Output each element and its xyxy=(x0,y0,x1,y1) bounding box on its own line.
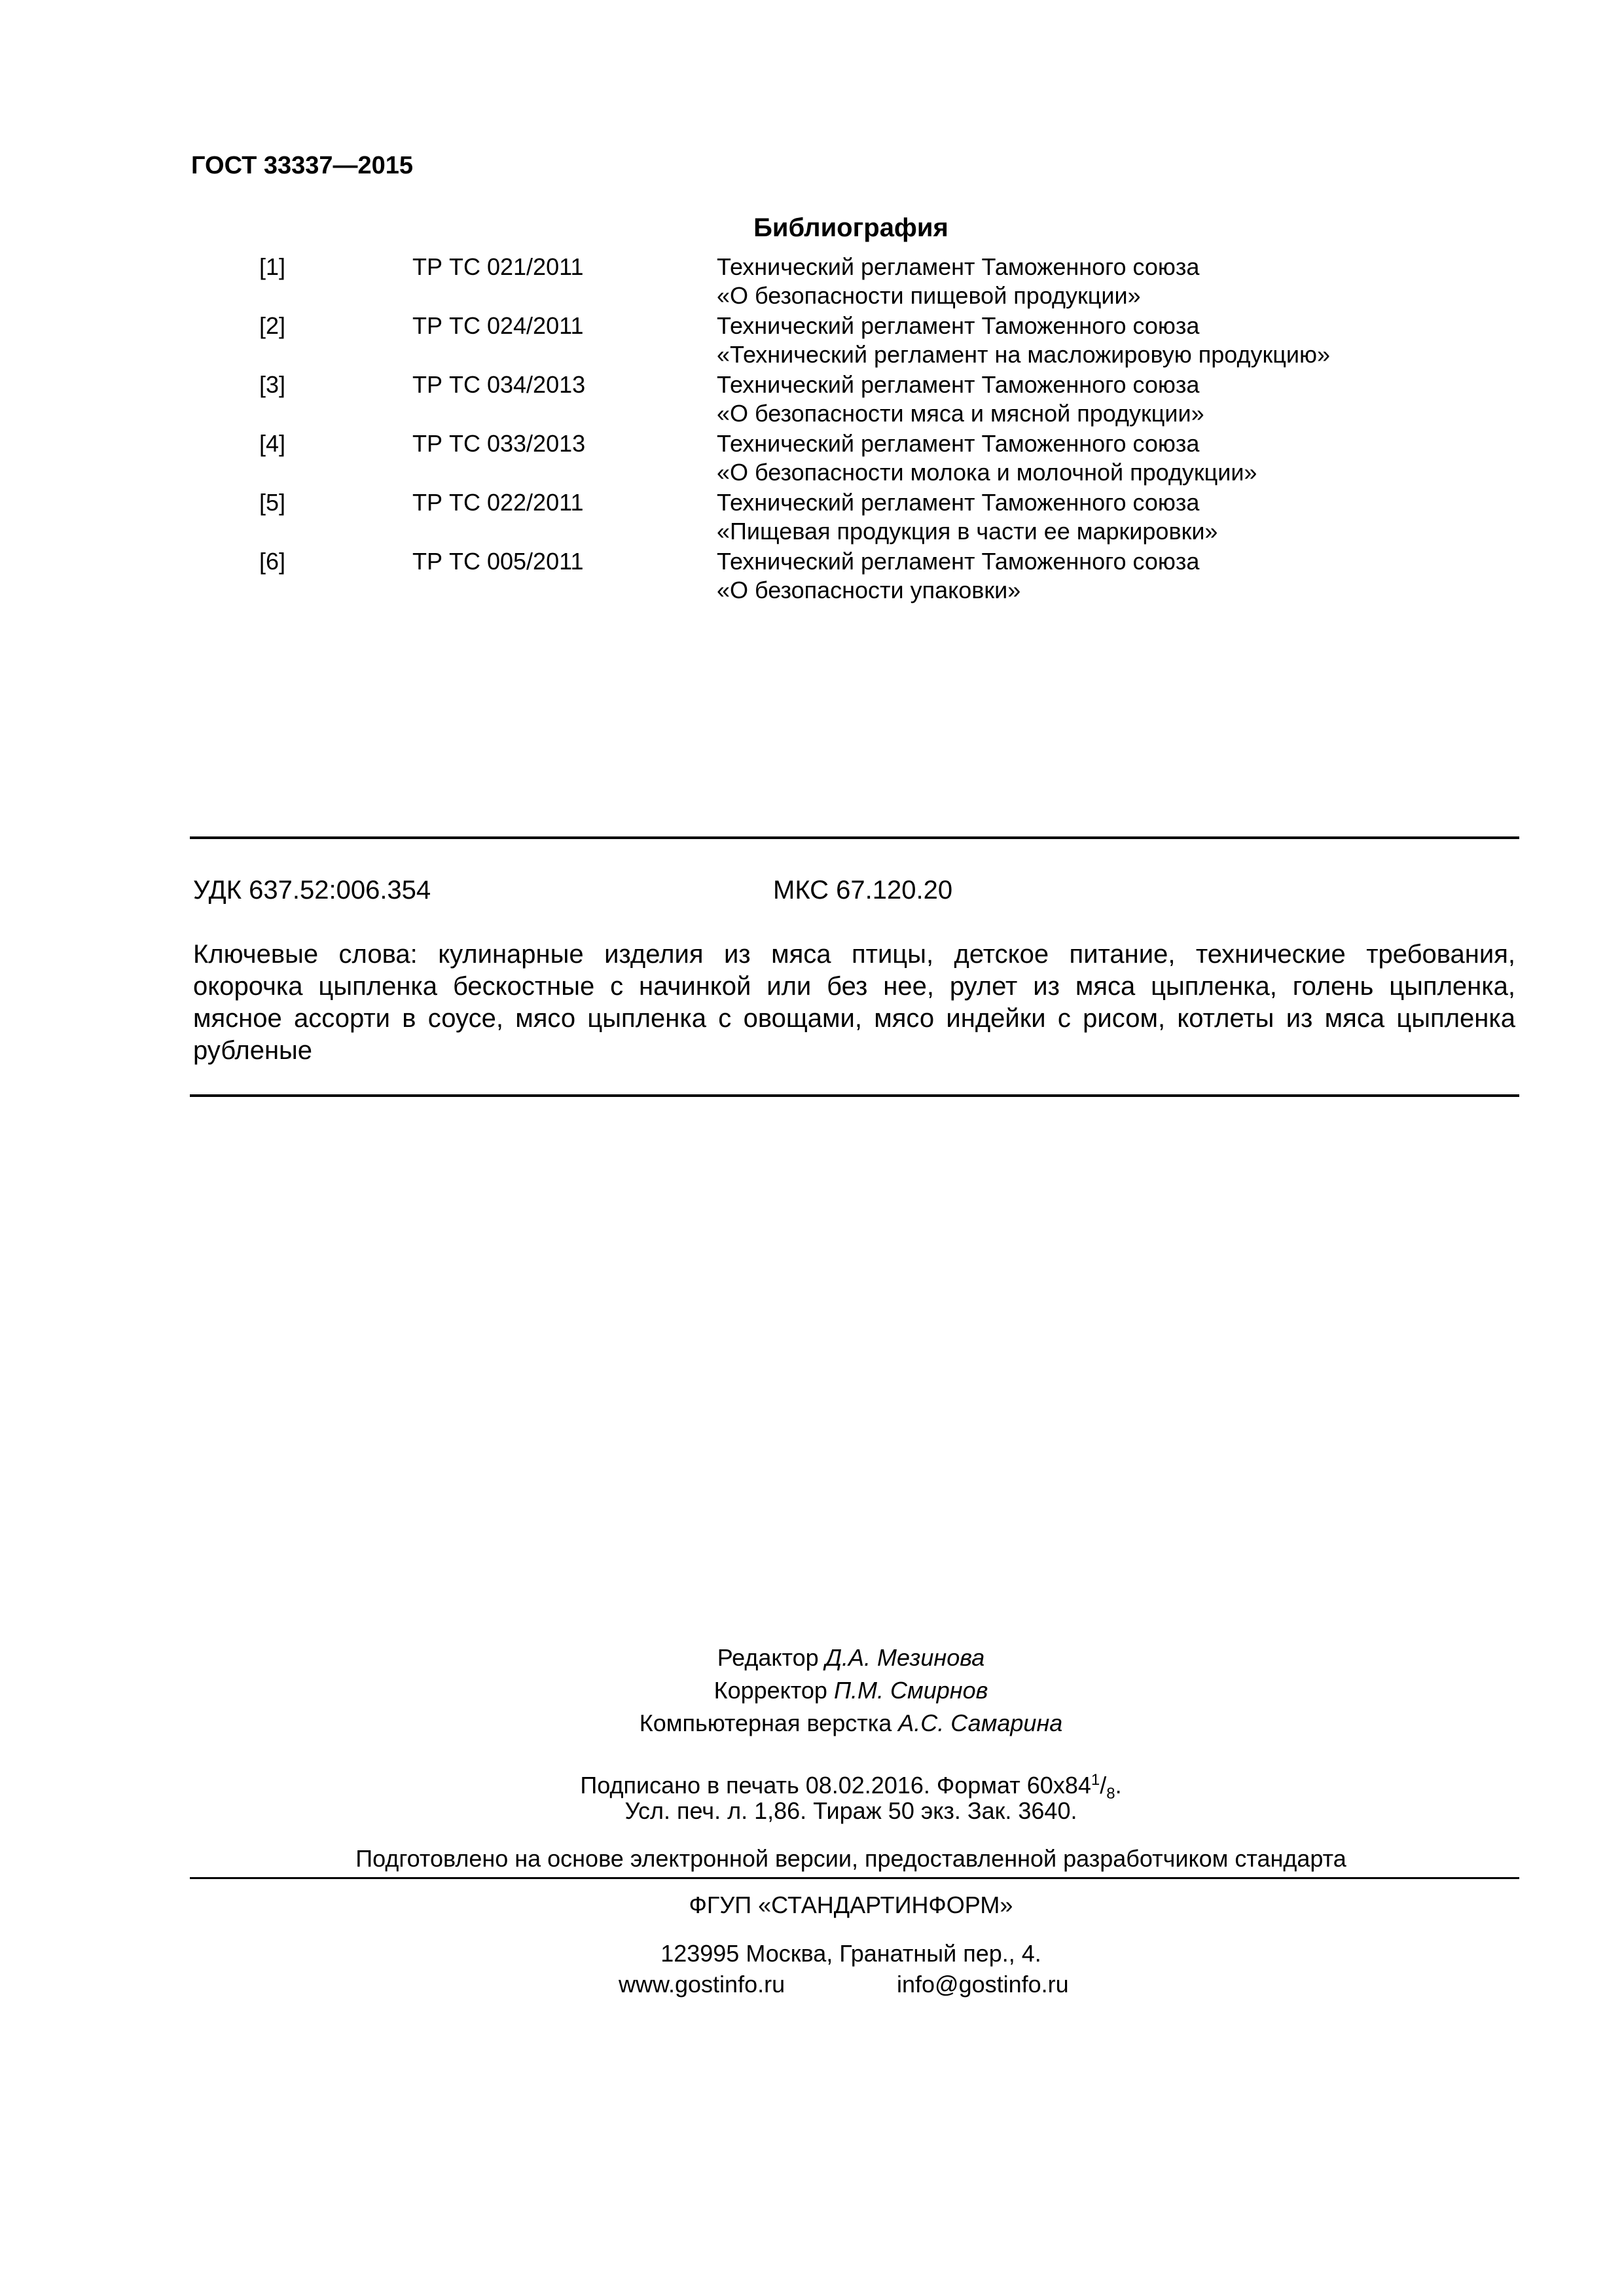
publisher-address: 123995 Москва, Гранатный пер., 4. xyxy=(660,1940,1041,1967)
keywords-paragraph xyxy=(193,939,1515,1067)
bibliography-list xyxy=(0,253,1624,606)
entry-description-title: «О безопасности упаковки» xyxy=(717,577,1021,603)
keywords-line: рубленые xyxy=(193,1036,313,1065)
mks-code: МКС 67.120.20 xyxy=(773,876,953,905)
entry-description-title: «О безопасности пищевой продукции» xyxy=(717,282,1141,309)
entry-description xyxy=(717,370,1204,428)
entry-description xyxy=(717,253,1199,310)
entry-description-line: Технический регламент Таможенного союза xyxy=(717,548,1200,575)
document-header: ГОСТ 33337—2015 xyxy=(191,152,414,179)
entry-description-line: Технический регламент Таможенного союза xyxy=(717,312,1200,339)
entry-code: ТР ТС 034/2013 xyxy=(412,371,586,398)
signed-text: Подписано в печать 08.02.2016. Формат 60x84 xyxy=(580,1772,1091,1799)
entry-description xyxy=(717,547,1199,605)
bibliography-entry xyxy=(0,312,1624,370)
corrector-label: Корректор xyxy=(713,1677,834,1704)
entry-description-line: Технический регламент Таможенного союза xyxy=(717,371,1200,398)
entry-number: [4] xyxy=(259,430,286,457)
bibliography-entry xyxy=(0,370,1624,429)
editor-line xyxy=(0,1641,1624,1674)
entry-description-line: Технический регламент Таможенного союза xyxy=(717,489,1200,516)
entry-code: ТР ТС 024/2011 xyxy=(412,312,584,339)
bibliography-entry xyxy=(0,429,1624,488)
entry-description-title: «О безопасности мяса и мясной продукции» xyxy=(717,400,1204,427)
entry-code: ТР ТС 022/2011 xyxy=(412,489,584,516)
format-subscript: 8 xyxy=(1106,1785,1115,1803)
publisher-name: ФГУП «СТАНДАРТИНФОРМ» xyxy=(689,1892,1013,1918)
entry-code: ТР ТС 005/2011 xyxy=(412,548,584,575)
publisher-divider xyxy=(190,1877,1519,1879)
entry-description xyxy=(717,429,1257,487)
entry-description-title: «Технический регламент на масложировую продукцию» xyxy=(717,341,1331,368)
entry-description-line: Технический регламент Таможенного союза xyxy=(717,430,1200,457)
bibliography-title: Библиография xyxy=(753,213,948,242)
corrector-name: П.М. Смирнов xyxy=(833,1677,988,1704)
entry-number: [2] xyxy=(259,312,286,339)
signed-line: Подписано в печать 08.02.2016. Формат $60x84^1/_8$. xyxy=(580,1771,1122,1803)
entry-description xyxy=(717,488,1218,546)
corrector-line xyxy=(0,1674,1624,1707)
bibliography-entry xyxy=(0,547,1624,606)
entry-code: ТР ТС 021/2011 xyxy=(412,253,584,280)
layout-label: Компьютерная верстка xyxy=(639,1710,899,1736)
format-end: . xyxy=(1115,1772,1122,1799)
keywords-line: мясное ассорти в соусе, мясо цыпленка с овощами, мясо индейки с рисом, котлеты из мяса цыпленка xyxy=(193,1004,1515,1033)
format-superscript: 1 xyxy=(1091,1771,1100,1789)
entry-description-line: Технический регламент Таможенного союза xyxy=(717,253,1200,280)
bibliography-entry xyxy=(0,488,1624,547)
publisher-website[interactable]: www.gostinfo.ru xyxy=(619,1971,785,1998)
entry-number: [5] xyxy=(259,489,286,516)
udk-code: УДК 637.52:006.354 xyxy=(193,876,431,905)
keywords-line: Ключевые слова: кулинарные изделия из мяса птицы, детское питание, технические требования, xyxy=(193,940,1515,969)
publisher-email[interactable]: info@gostinfo.ru xyxy=(897,1971,1069,1998)
print-info: Усл. печ. л. 1,86. Тираж 50 экз. Зак. 3640. xyxy=(624,1797,1077,1824)
entry-number: [6] xyxy=(259,548,286,575)
layout-name: А.С. Самарина xyxy=(898,1710,1063,1736)
bibliography-entry xyxy=(0,253,1624,312)
entry-number: [1] xyxy=(259,253,286,280)
entry-description-title: «О безопасности молока и молочной продукции» xyxy=(717,459,1257,486)
layout-line xyxy=(0,1707,1624,1740)
entry-description-title: «Пищевая продукция в части ее маркировки» xyxy=(717,518,1218,545)
section-divider-top xyxy=(190,836,1519,839)
prepared-note: Подготовлено на основе электронной версии, предоставленной разработчиком стандарта xyxy=(355,1845,1346,1872)
editor-name: Д.А. Мезинова xyxy=(825,1644,985,1671)
section-divider-bottom xyxy=(190,1094,1519,1097)
entry-code: ТР ТС 033/2013 xyxy=(412,430,586,457)
entry-description xyxy=(717,312,1330,369)
entry-number: [3] xyxy=(259,371,286,398)
editor-label: Редактор xyxy=(717,1644,825,1671)
keywords-line: окорочка цыпленка бескостные с начинкой или без нее, рулет из мяса цыпленка, голень цыпленка, xyxy=(193,972,1515,1001)
